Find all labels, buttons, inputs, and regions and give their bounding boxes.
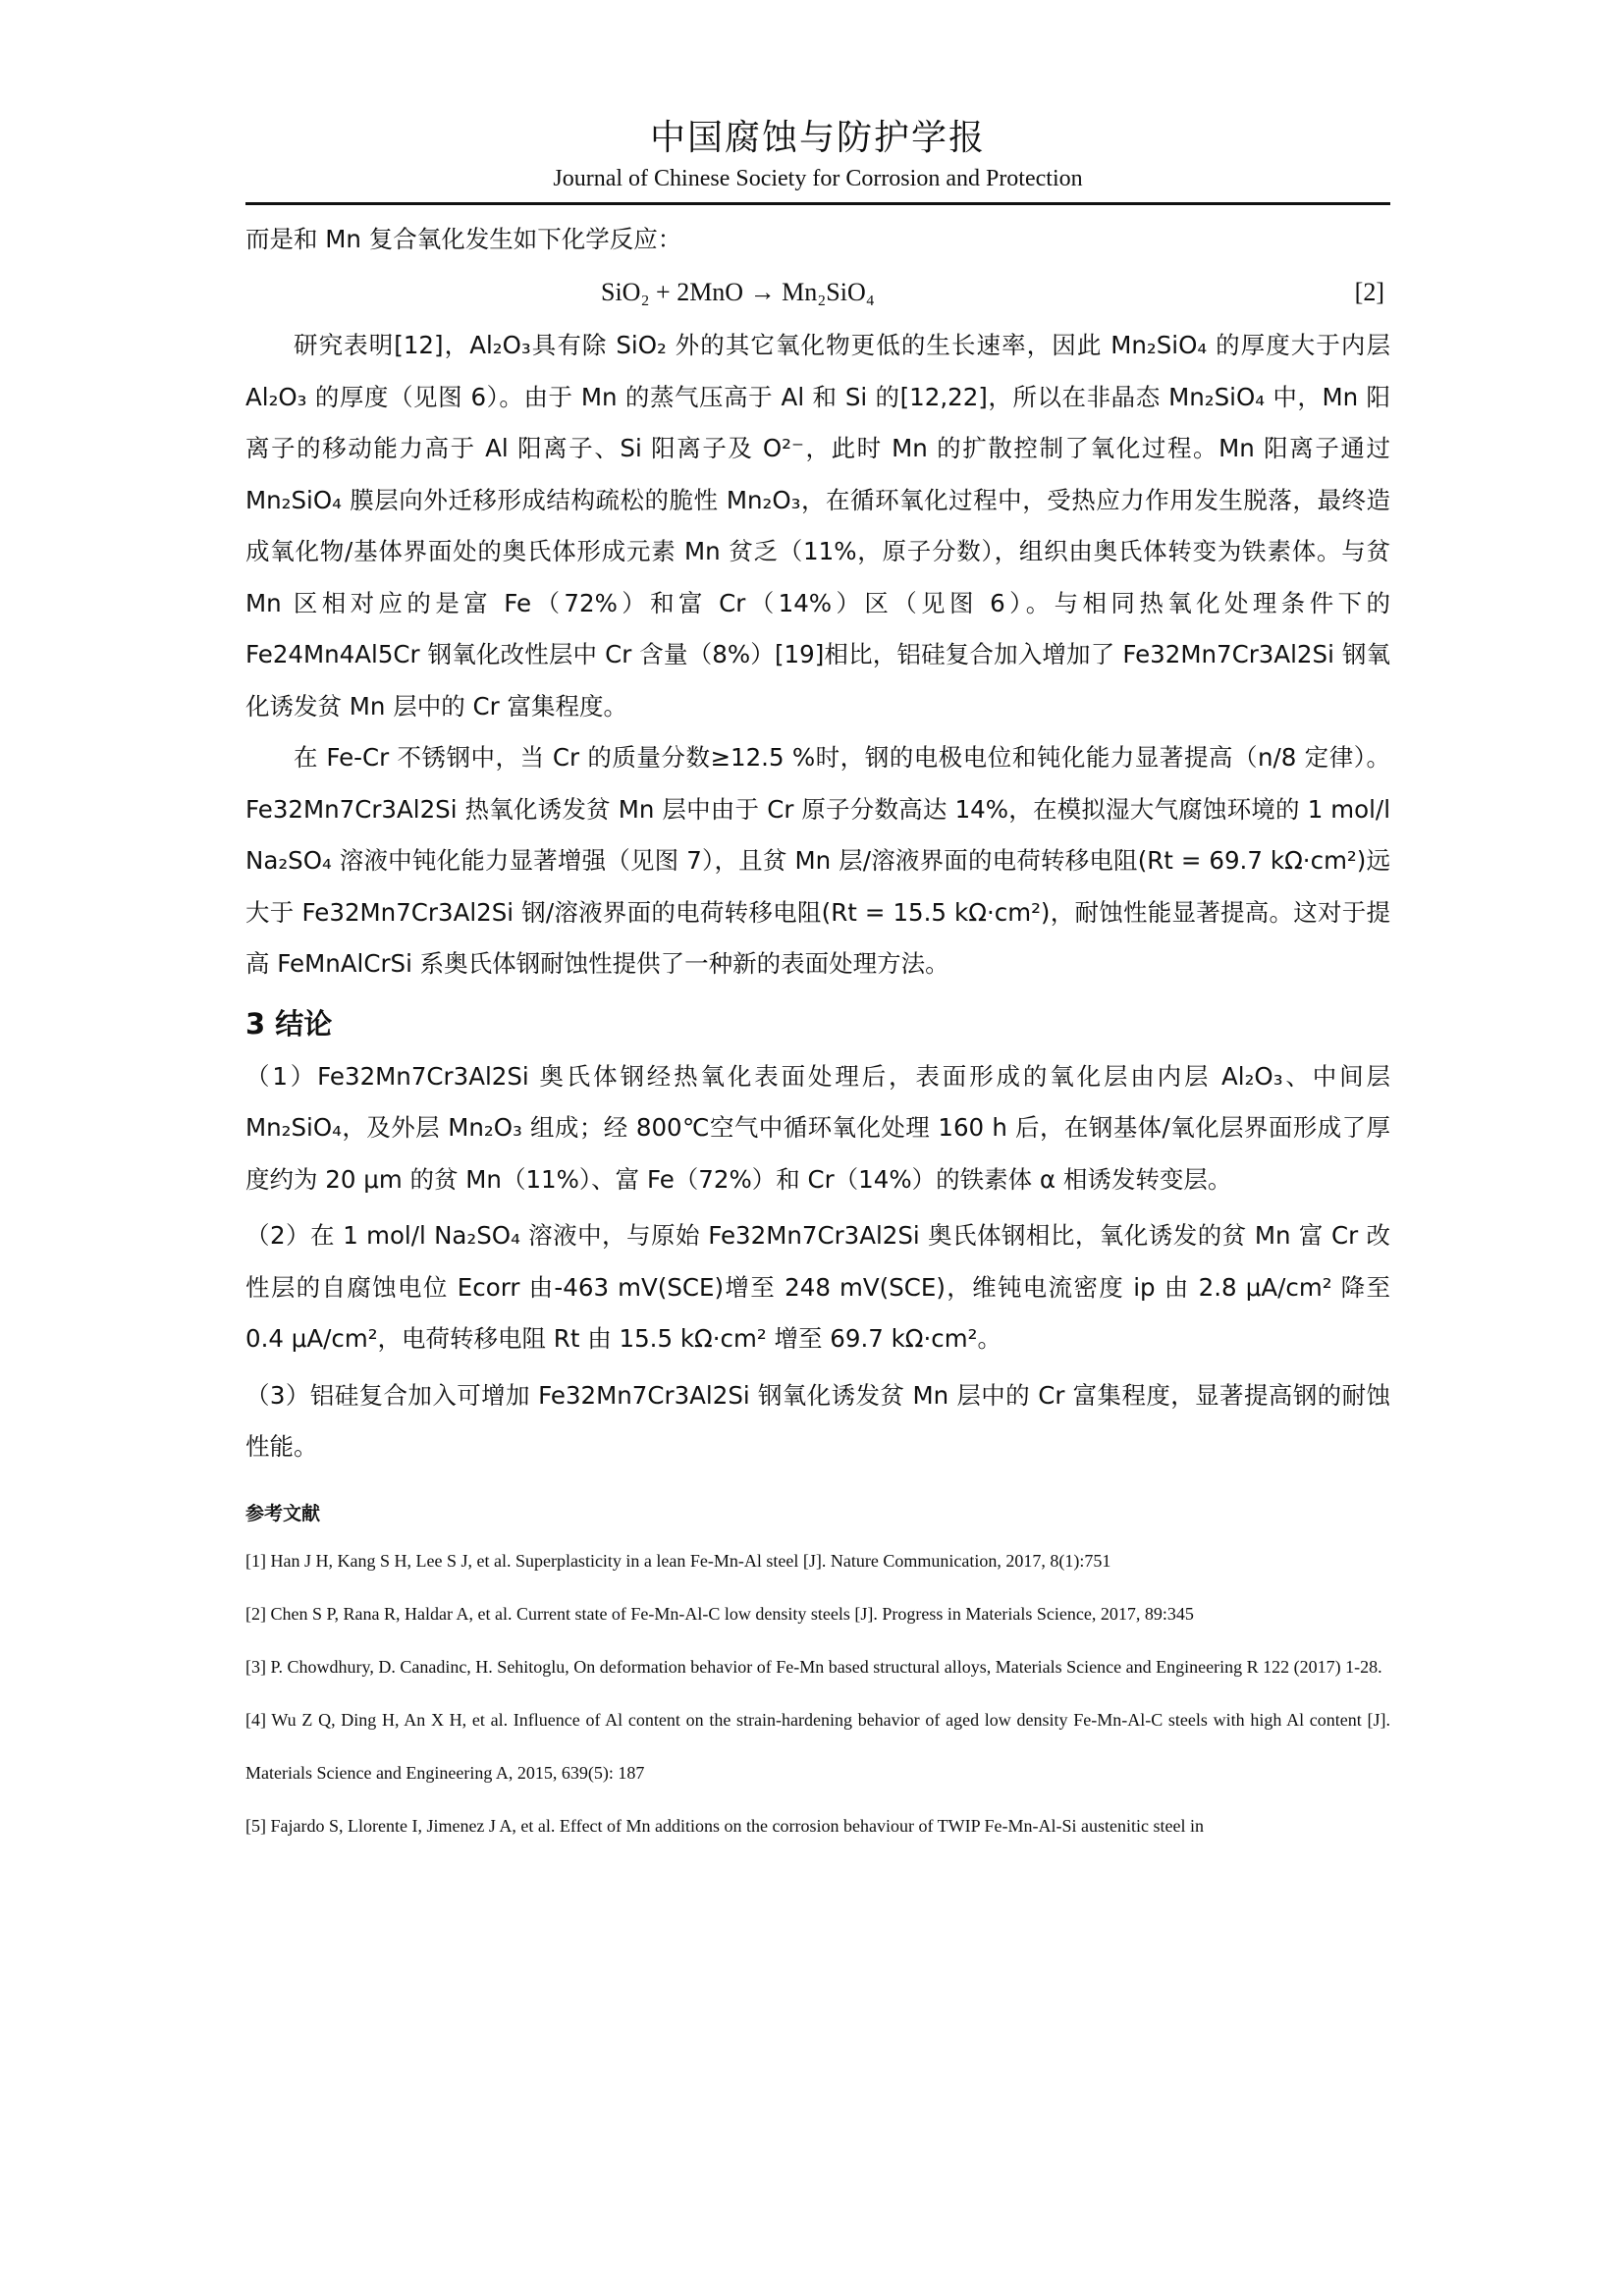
paragraph-oxidation-mechanism: 研究表明[12]，Al₂O₃具有除 SiO₂ 外的其它氧化物更低的生长速率，因此 Mn₂SiO₄ 的厚度大于内层 Al₂O₃ 的厚度（见图 6）。由于 Mn 的蒸气压高于 Al 和 Si 的[12,22]，所以在非晶态 Mn₂SiO₄ 中，Mn 阳离子的移动能力高于 Al 阳离子、Si 阳离子及 O²⁻，此时 Mn 的扩散控制了氧化过程。Mn 阳离子通过 Mn₂SiO₄ 膜层向外迁移形成结构疏松的脆性 Mn₂O₃，在循环氧化过程中，受热应力作用发生脱落，最终造成氧化物/基体界面处的奥氏体形成元素 Mn 贫乏（11%，原子分数），组织由奥氏体转变为铁素体。与贫 Mn 区相对应的是富 Fe（72%）和富 Cr（14%）区（见图 6）。与相同热氧化处理条件下的 Fe24Mn4Al5Cr 钢氧化改性层中 Cr 含量（8%）[19]相比，铝硅复合加入增加了 Fe32Mn7Cr3Al2Si 钢氧化诱发贫 Mn 层中的 Cr 富集程度。 <box>245 331 1390 721</box>
reference-item: [4] Wu Z Q, Ding H, An X H, et al. Influence of Al content on the strain-hardening behavior of aged low density Fe-Mn-Al-C steels with high Al content [J]. Materials Science and Engineering A, 2015, 639(5): 187 <box>245 1709 1390 1783</box>
reference-item: [5] Fajardo S, Llorente I, Jimenez J A, et al. Effect of Mn additions on the corrosion behaviour of TWIP Fe-Mn-Al-Si austenitic steel in <box>245 1815 1204 1836</box>
journal-title-en: Journal of Chinese Society for Corrosion and Protection <box>553 166 1083 191</box>
journal-title-cn: 中国腐蚀与防护学报 <box>649 118 986 158</box>
references-title: 参考文献 <box>245 1502 321 1524</box>
equation-number: [2] <box>1354 278 1384 306</box>
lead-sentence: 而是和 Mn 复合氧化发生如下化学反应： <box>245 225 682 253</box>
equation-body: SiO₂ + 2MnO → Mn₂SiO₄ <box>601 278 875 306</box>
running-header <box>245 114 1390 194</box>
chemical-equation <box>245 265 1390 320</box>
conclusion-item-1: （1）Fe32Mn7Cr3Al2Si 奥氏体钢经热氧化表面处理后，表面形成的氧化层由内层 Al₂O₃、中间层 Mn₂SiO₄，及外层 Mn₂O₃ 组成；经 800℃空气中循环氧化处理 160 h 后，在钢基体/氧化层界面形成了厚度约为 20 μm 的贫 Mn（11%）、富 Fe（72%）和 Cr（14%）的铁素体 α 相诱发转变层。 <box>245 1061 1390 1194</box>
section-title-conclusion: 3 结论 <box>245 1006 333 1041</box>
reference-item: [2] Chen S P, Rana R, Haldar A, et al. Current state of Fe-Mn-Al-C low density steels [J]. Progress in Materials Science, 2017, 89:345 <box>245 1603 1194 1624</box>
paragraph-corrosion-resistance: 在 Fe-Cr 不锈钢中，当 Cr 的质量分数≥12.5 %时，钢的电极电位和钝化能力显著提高（n/8 定律）。Fe32Mn7Cr3Al2Si 热氧化诱发贫 Mn 层中由于 Cr 原子分数高达 14%，在模拟湿大气腐蚀环境的 1 mol/l Na₂SO₄ 溶液中钝化能力显著增强（见图 7），且贫 Mn 层/溶液界面的电荷转移电阻(Rt = 69.7 kΩ·cm²)远大于 Fe32Mn7Cr3Al2Si 钢/溶液界面的电荷转移电阻(Rt = 15.5 kΩ·cm²)，耐蚀性能显著提高。这对于提高 FeMnAlCrSi 系奥氏体钢耐蚀性提供了一种新的表面处理方法。 <box>245 743 1390 978</box>
reference-item: [3] P. Chowdhury, D. Canadinc, H. Sehitoglu, On deformation behavior of Fe-Mn based structural alloys, Materials Science and Engineering R 122 (2017) 1-28. <box>245 1656 1382 1677</box>
conclusion-item-2: （2）在 1 mol/l Na₂SO₄ 溶液中，与原始 Fe32Mn7Cr3Al2Si 奥氏体钢相比，氧化诱发的贫 Mn 富 Cr 改性层的自腐蚀电位 Ecorr 由-463 mV(SCE)增至 248 mV(SCE)，维钝电流密度 ip 由 2.8 μA/cm² 降至 0.4 μA/cm²，电荷转移电阻 Rt 由 15.5 kΩ·cm² 增至 69.7 kΩ·cm²。 <box>245 1221 1390 1353</box>
article-body <box>245 214 1390 1852</box>
header-rule <box>245 202 1390 205</box>
conclusion-item-3: （3）铝硅复合加入可增加 Fe32Mn7Cr3Al2Si 钢氧化诱发贫 Mn 层中的 Cr 富集程度，显著提高钢的耐蚀性能。 <box>245 1380 1390 1461</box>
reference-item: [1] Han J H, Kang S H, Lee S J, et al. Superplasticity in a lean Fe-Mn-Al steel [J]. Nature Communication, 2017, 8(1):751 <box>245 1550 1111 1571</box>
